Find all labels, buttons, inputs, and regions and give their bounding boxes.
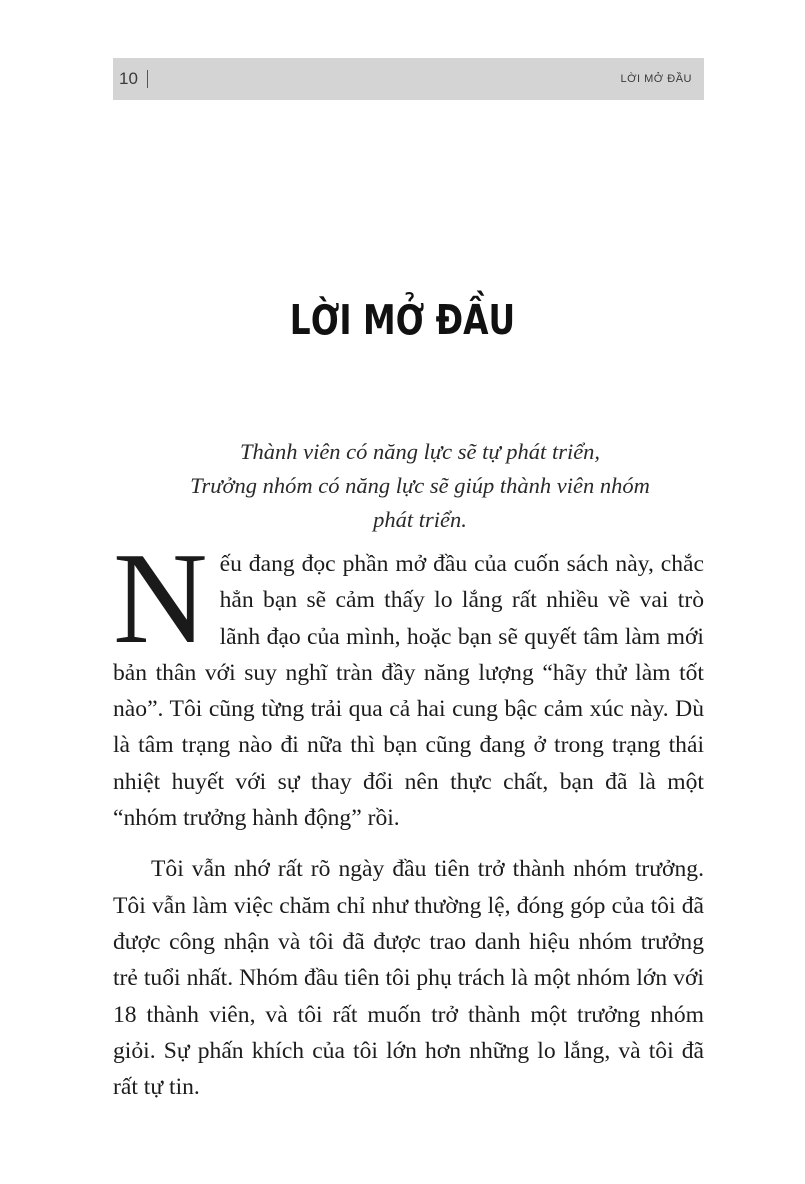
running-title: LỜI MỞ ĐẦU	[620, 73, 692, 85]
epigraph-line: Trưởng nhóm có năng lực sẽ giúp thành viên nhóm	[190, 473, 650, 498]
drop-cap: N	[113, 526, 208, 671]
header-divider	[147, 70, 148, 88]
epigraph	[140, 435, 700, 537]
chapter-title: LỜI MỞ ĐẦU	[289, 296, 516, 344]
epigraph-line: phát triển.	[373, 507, 467, 532]
epigraph-line: Thành viên có năng lực sẽ tự phát triển,	[239, 439, 601, 464]
paragraph-text: ếu đang đọc phần mở đầu của cuốn sách này, chắc hẳn bạn sẽ cảm thấy lo lắng rất nhiều về vai trò lãnh đạo của mình, hoặc bạn sẽ quyết tâm làm mới bản thân với suy nghĩ tràn đầy năng lượng “hãy thử làm tốt nào”. Tôi cũng từng trải qua cả hai cung bậc cảm xúc này. Dù là tâm trạng nào đi nữa thì bạn cũng đang ở trong trạng thái nhiệt huyết với sự thay đổi nên thực chất, bạn đã là một “nhóm trưởng hành động” rồi.	[113, 551, 704, 832]
paragraph: Tôi vẫn nhớ rất rõ ngày đầu tiên trở thành nhóm trưởng. Tôi vẫn làm việc chăm chỉ như thường lệ, đóng góp của tôi đã được công nhận và tôi đã được trao danh hiệu nhóm trưởng trẻ tuổi nhất. Nhóm đầu tiên tôi phụ trách là một nhóm lớn với 18 thành viên, và tôi rất muốn trở thành một trưởng nhóm giỏi. Sự phấn khích của tôi lớn hơn những lo lắng, và tôi đã rất tự tin.	[113, 856, 704, 1101]
body-text	[113, 526, 704, 1105]
paragraph	[113, 526, 704, 836]
page-number: 10	[119, 69, 138, 88]
running-header	[113, 58, 704, 100]
